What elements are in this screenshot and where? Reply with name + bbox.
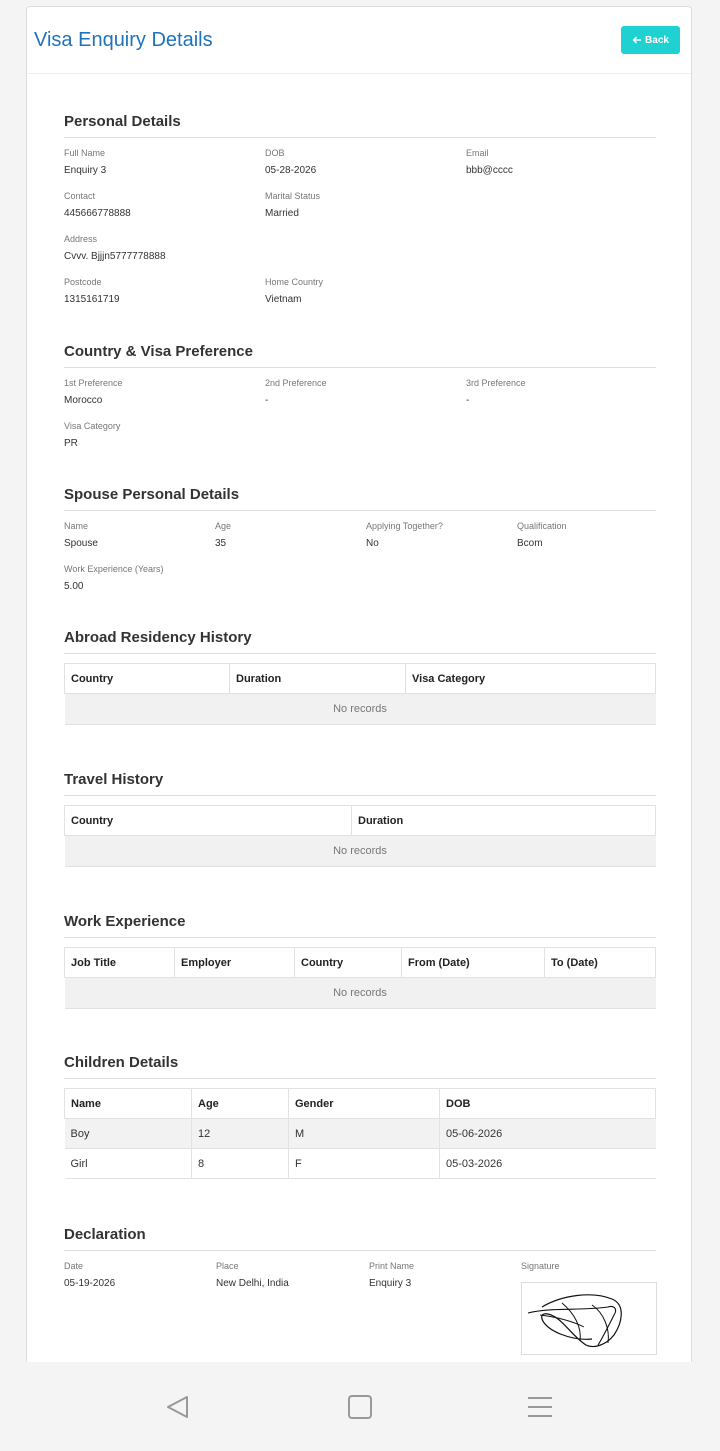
field-print-name: Print Name Enquiry 3	[369, 1261, 415, 1289]
column-header: To (Date)	[545, 948, 656, 978]
column-header: From (Date)	[402, 948, 545, 978]
field-home-country: Home Country Vietnam	[265, 277, 324, 305]
table-cell: Boy	[65, 1119, 192, 1149]
table-cell: Girl	[65, 1149, 192, 1179]
column-header: Country	[65, 664, 230, 694]
nav-home-button[interactable]	[345, 1392, 375, 1422]
field-3rd-preference: 3rd Preference -	[466, 378, 526, 406]
field-1st-preference: 1st Preference Morocco	[64, 378, 123, 406]
visa-preference-heading: Country & Visa Preference	[64, 343, 656, 368]
personal-details-section	[64, 113, 656, 305]
field-email: Email bbb@cccc	[466, 148, 513, 176]
nav-menu-button[interactable]	[525, 1392, 555, 1422]
card-header	[27, 7, 691, 74]
travel-history-table	[64, 805, 656, 867]
visa-preference-section	[64, 343, 656, 449]
abroad-residency-heading: Abroad Residency History	[64, 629, 656, 654]
field-spouse-name: Name Spouse	[64, 521, 98, 549]
column-header: Job Title	[65, 948, 175, 978]
table-cell: 05-03-2026	[440, 1149, 656, 1179]
field-dob: DOB 05-28-2026	[265, 148, 317, 176]
column-header: Age	[192, 1089, 289, 1119]
children-details-section	[64, 1054, 656, 1170]
table-cell: F	[289, 1149, 440, 1179]
field-work-experience-years: Work Experience (Years) 5.00	[64, 564, 164, 592]
table-cell: M	[289, 1119, 440, 1149]
spouse-details-heading: Spouse Personal Details	[64, 486, 656, 511]
field-declaration-place: Place New Delhi, India	[216, 1261, 289, 1289]
signature-image	[521, 1282, 657, 1355]
empty-state: No records	[65, 978, 656, 1009]
back-button-label: Back	[645, 34, 669, 46]
field-qualification: Qualification Bcom	[517, 521, 567, 549]
field-signature: Signature	[521, 1261, 560, 1271]
signature-drawing	[522, 1283, 656, 1354]
children-details-table	[64, 1088, 656, 1179]
travel-history-section	[64, 771, 656, 857]
nav-back-button[interactable]	[163, 1392, 193, 1422]
field-spouse-age: Age 35	[215, 521, 232, 549]
column-header: Employer	[175, 948, 295, 978]
column-header: Visa Category	[406, 664, 656, 694]
table-row	[65, 1119, 656, 1149]
page-title: Visa Enquiry Details	[34, 29, 213, 51]
field-declaration-date: Date 05-19-2026	[64, 1261, 116, 1289]
column-header: DOB	[440, 1089, 656, 1119]
field-postcode: Postcode 1315161719	[64, 277, 120, 305]
field-2nd-preference: 2nd Preference -	[265, 378, 327, 406]
table-row	[65, 1149, 656, 1179]
personal-details-heading: Personal Details	[64, 113, 656, 138]
empty-state: No records	[65, 694, 656, 725]
column-header: Country	[295, 948, 402, 978]
travel-history-heading: Travel History	[64, 771, 656, 796]
work-experience-heading: Work Experience	[64, 913, 656, 938]
children-details-heading: Children Details	[64, 1054, 656, 1079]
declaration-section	[64, 1226, 656, 1289]
abroad-residency-section	[64, 629, 656, 715]
column-header: Duration	[352, 806, 656, 836]
work-experience-section	[64, 913, 656, 999]
back-triangle-icon	[163, 1392, 193, 1422]
column-header: Duration	[230, 664, 406, 694]
table-cell: 05-06-2026	[440, 1119, 656, 1149]
declaration-heading: Declaration	[64, 1226, 656, 1251]
empty-state: No records	[65, 836, 656, 867]
spouse-details-section	[64, 486, 656, 592]
table-cell: 8	[192, 1149, 289, 1179]
enquiry-card	[26, 6, 692, 1362]
field-visa-category: Visa Category PR	[64, 421, 121, 449]
android-nav-bar	[0, 1362, 720, 1451]
field-full-name: Full Name Enquiry 3	[64, 148, 107, 176]
field-marital-status: Marital Status Married	[265, 191, 321, 219]
back-button[interactable]	[621, 26, 680, 54]
field-contact: Contact 445666778888	[64, 191, 131, 219]
column-header: Country	[65, 806, 352, 836]
field-address: Address Cvvv. Bjjjn5777778888	[64, 234, 166, 262]
menu-lines-icon	[525, 1392, 555, 1422]
field-applying-together: Applying Together? No	[366, 521, 443, 549]
arrow-left-icon	[632, 35, 642, 45]
table-cell: 12	[192, 1119, 289, 1149]
abroad-residency-table	[64, 663, 656, 725]
column-header: Gender	[289, 1089, 440, 1119]
home-square-icon	[345, 1392, 375, 1422]
work-experience-table	[64, 947, 656, 1009]
column-header: Name	[65, 1089, 192, 1119]
